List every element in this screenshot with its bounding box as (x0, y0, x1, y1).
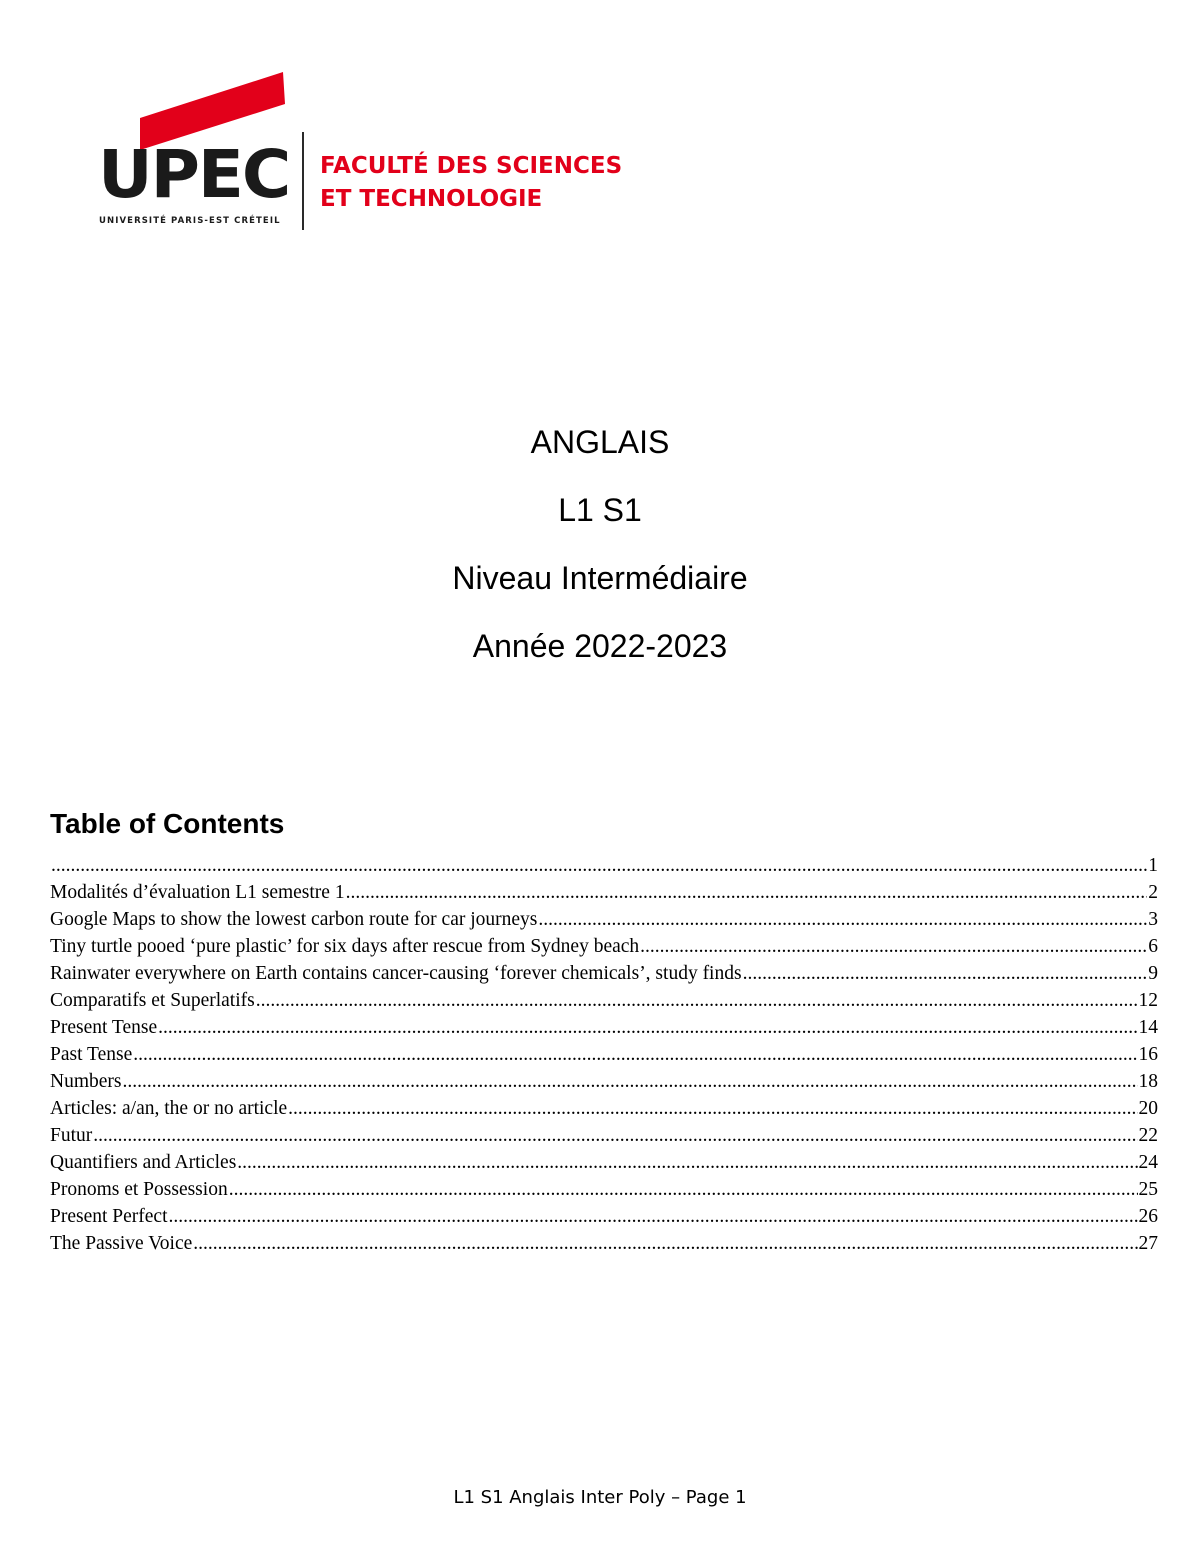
toc-list (50, 852, 1158, 1257)
toc-leader-dots (640, 933, 1147, 960)
toc-heading: Table of Contents (50, 808, 285, 839)
toc-entry-title: Rainwater everywhere on Earth contains cancer-causing ‘forever chemicals’, study finds (50, 963, 742, 984)
level-title: Niveau Intermédiaire (452, 560, 748, 596)
page-footer: L1 S1 Anglais Inter Poly – Page 1 (453, 1487, 747, 1508)
toc-entry-page: 9 (1148, 963, 1158, 984)
toc-entry[interactable] (50, 1095, 1158, 1122)
logo-subtitle: UNIVERSITÉ PARIS-EST CRÉTEIL (99, 216, 281, 226)
toc-entry[interactable] (50, 933, 1158, 960)
toc-entry-page: 12 (1138, 990, 1158, 1011)
toc-entry[interactable] (50, 1122, 1158, 1149)
toc-leader-dots (93, 1122, 1137, 1149)
logo-wordmark: UPEC (98, 136, 290, 213)
toc-entry[interactable] (50, 906, 1158, 933)
toc-entry-page: 14 (1138, 1017, 1158, 1038)
toc-entry-title: The Passive Voice (50, 1233, 193, 1254)
toc-entry-title: Modalités d’évaluation L1 semestre 1 (50, 882, 345, 903)
toc-entry[interactable] (50, 987, 1158, 1014)
academic-year: Année 2022-2023 (472, 628, 728, 664)
toc-entry-page: 22 (1138, 1125, 1158, 1146)
faculty-line-2: ET TECHNOLOGIE (320, 186, 543, 212)
toc-entry-page: 24 (1138, 1152, 1158, 1173)
toc-entry-page: 18 (1138, 1071, 1158, 1092)
toc-leader-dots (51, 852, 1147, 879)
logo-divider (302, 132, 304, 230)
toc-entry-title: Pronoms et Possession (50, 1179, 228, 1200)
toc-entry[interactable] (50, 1068, 1158, 1095)
toc-entry-page: 16 (1138, 1044, 1158, 1065)
toc-entry-page: 27 (1138, 1233, 1158, 1254)
toc-entry-title: Comparatifs et Superlatifs (50, 990, 255, 1011)
toc-entry-page: 25 (1138, 1179, 1158, 1200)
toc-entry-title: Numbers (50, 1071, 122, 1092)
toc-entry-page: 26 (1138, 1206, 1158, 1227)
toc-entry-title: Google Maps to show the lowest carbon route for car journeys (50, 909, 538, 930)
toc-leader-dots (346, 879, 1148, 906)
toc-leader-dots (133, 1041, 1137, 1068)
toc-leader-dots (743, 960, 1148, 987)
toc-entry[interactable] (50, 879, 1158, 906)
toc-entry[interactable] (50, 1176, 1158, 1203)
toc-leader-dots (193, 1230, 1137, 1257)
toc-entry-page: 6 (1148, 936, 1158, 957)
toc-entry[interactable] (50, 960, 1158, 987)
upec-logo (96, 70, 623, 235)
toc-leader-dots (229, 1176, 1138, 1203)
toc-entry-page: 3 (1148, 909, 1158, 930)
toc-entry-title: Quantifiers and Articles (50, 1152, 237, 1173)
toc-entry-title: Futur (50, 1125, 93, 1146)
toc-entry[interactable] (50, 1230, 1158, 1257)
toc-leader-dots (158, 1014, 1137, 1041)
toc-entry[interactable] (50, 1041, 1158, 1068)
toc-entry-title: Past Tense (50, 1044, 133, 1065)
toc-entry[interactable] (50, 1014, 1158, 1041)
toc-entry-page: 1 (1148, 855, 1158, 876)
toc-leader-dots (256, 987, 1138, 1014)
cover-title (0, 408, 1200, 680)
faculty-line-1: FACULTÉ DES SCIENCES (320, 153, 623, 179)
faculty-name (320, 150, 622, 216)
toc-entry-page: 2 (1148, 882, 1158, 903)
toc-entry[interactable] (50, 852, 1158, 879)
toc-leader-dots (123, 1068, 1138, 1095)
level-code: L1 S1 (558, 492, 642, 528)
toc-entry-title: Present Tense (50, 1017, 158, 1038)
subject-title: ANGLAIS (530, 424, 670, 460)
toc-entry-page: 20 (1138, 1098, 1158, 1119)
toc-entry-title: Tiny turtle pooed ‘pure plastic’ for six days after rescue from Sydney beach (50, 936, 640, 957)
toc-leader-dots (237, 1149, 1137, 1176)
toc-entry-title: Present Perfect (50, 1206, 168, 1227)
toc-leader-dots (169, 1203, 1138, 1230)
toc-entry[interactable] (50, 1149, 1158, 1176)
toc-entry-title: Articles: a/an, the or no article (50, 1098, 288, 1119)
toc-leader-dots (288, 1095, 1137, 1122)
toc-leader-dots (538, 906, 1147, 933)
toc-entry[interactable] (50, 1203, 1158, 1230)
